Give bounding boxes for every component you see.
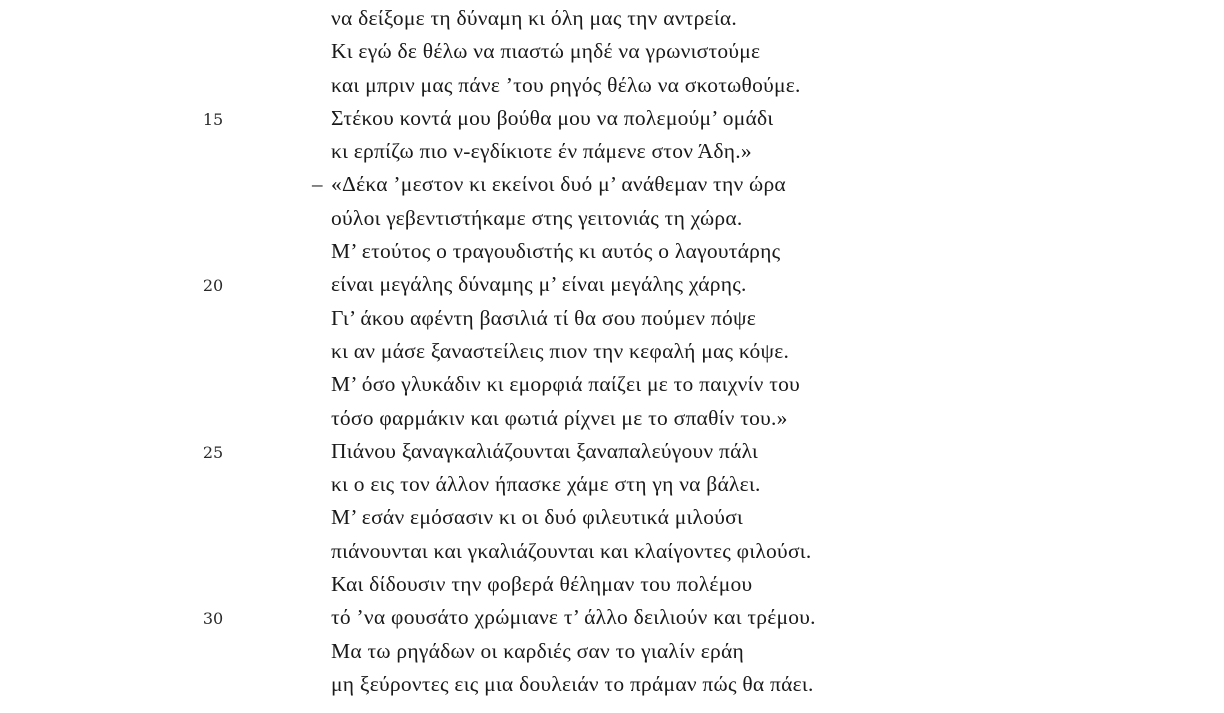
poem-line xyxy=(0,102,1224,135)
poem-line xyxy=(0,168,1224,201)
verse-text: να δείξομε τη δύναμη κι όλη μας την αντρεία. xyxy=(331,6,737,30)
verse-text: κι ο εις τον άλλον ήπασκε χάμε στη γη να βάλει. xyxy=(331,472,761,497)
poem-line xyxy=(0,501,1224,534)
verse-text: κι ερπίζω πιο ν-εγδίκιοτε έν πάμενε στον Άδη.» xyxy=(331,139,752,164)
verse-text: Μ’ όσο γλυκάδιν κι εμορφιά παίζει με το παιχνίν του xyxy=(331,372,801,397)
poem-line xyxy=(0,69,1224,102)
verse-text: και μπριν μας πάνε ’του ρηγός θέλω να σκοτωθούμε. xyxy=(331,72,801,97)
poem-line xyxy=(0,202,1224,235)
verse-text: είναι μεγάλης δύναμης μ’ είναι μεγάλης χάρης. xyxy=(331,272,747,297)
poem-line xyxy=(0,435,1224,468)
verse-text: Μ’ ετούτος ο τραγουδιστής κι αυτός ο λαγουτάρης xyxy=(331,239,781,264)
poem-line xyxy=(0,601,1224,634)
verse-text: Μ’ εσάν εμόσασιν κι οι δυό φιλευτικά μιλούσι xyxy=(331,505,743,530)
verse-text: Πιάνου ξαναγκαλιάζουνται ξαναπαλεύγουν πάλι xyxy=(331,438,759,463)
poem-line xyxy=(0,235,1224,268)
verse-text: ούλοι γεβεντιστήκαμε στης γειτονιάς τη χώρα. xyxy=(331,205,743,230)
poem-line xyxy=(0,402,1224,435)
poem-line xyxy=(0,135,1224,168)
verse-text: τό ’να φουσάτο χρώμιανε τ’ άλλο δειλιούν και τρέμου. xyxy=(331,605,816,630)
poem-line xyxy=(0,468,1224,501)
poem-line xyxy=(0,2,1224,35)
poem-line xyxy=(0,635,1224,668)
poem-line xyxy=(0,35,1224,68)
poem-line xyxy=(0,335,1224,368)
line-number: 15 xyxy=(202,109,224,129)
poem-line xyxy=(0,535,1224,568)
verse-text: «Δέκα ’μεστον κι εκείνοι δυό μ’ ανάθεμαν την ώρα xyxy=(331,172,786,197)
verse-text: Γι’ άκου αφέντη βασιλιά τί θα σου πούμεν πόψε xyxy=(331,305,756,330)
poem-line xyxy=(0,368,1224,401)
poem-line xyxy=(0,302,1224,335)
poem-text xyxy=(0,2,1224,701)
verse-text: πιάνουνται και γκαλιάζουνται και κλαίγοντες φιλούσι. xyxy=(331,538,812,563)
verse-text: Και δίδουσιν την φοβερά θέλημαν του πολέμου xyxy=(331,572,753,597)
poem-line xyxy=(0,668,1224,701)
verse-text: κι αν μάσε ξαναστείλεις πιον την κεφαλή μας κόψε. xyxy=(331,338,790,363)
line-number: 25 xyxy=(202,442,224,462)
verse-text: Στέκου κοντά μου βούθα μου να πολεμούμ’ ομάδι xyxy=(331,105,774,130)
poem-line xyxy=(0,568,1224,601)
dialogue-dash: – xyxy=(312,172,323,197)
line-number: 30 xyxy=(202,609,224,629)
verse-text: Κι εγώ δε θέλω να πιαστώ μηδέ να γρωνιστούμε xyxy=(331,39,761,64)
verse-text: τόσο φαρμάκιν και φωτιά ρίχνει με το σπαθίν του.» xyxy=(331,405,788,430)
poem-line xyxy=(0,268,1224,301)
line-number: 20 xyxy=(202,276,224,296)
verse-text: Μα τω ρηγάδων οι καρδιές σαν το γιαλίν εράη xyxy=(331,638,745,663)
verse-text: μη ξεύροντες εις μια δουλειάν το πράμαν πώς θα πάει. xyxy=(331,671,814,696)
